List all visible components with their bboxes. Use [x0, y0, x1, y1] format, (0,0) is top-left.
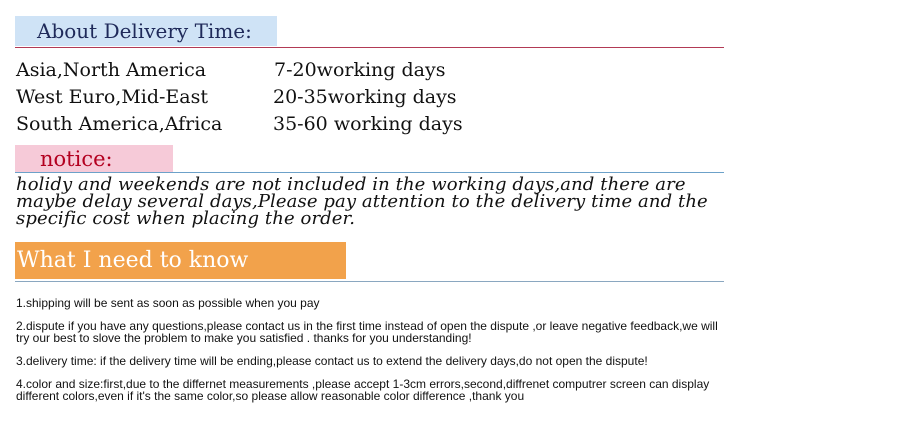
delivery-days: 7-20working days [274, 59, 446, 81]
delivery-row-europe [16, 84, 496, 110]
notice-paragraph: holidy and weekends are not included in the working days,and there are maybe delay several days,Please pay attention to the delivery time and the specific cost when placing the order. [16, 174, 708, 229]
list-item: 3.delivery time: if the delivery time will be ending,please contact us to extend the delivery days,do not open the dispute! [16, 354, 648, 368]
need-to-know-heading: What I need to know [15, 242, 346, 279]
delivery-row-south-america [16, 111, 496, 137]
delivery-region: Asia,North America [16, 59, 207, 81]
need-to-know-list [16, 297, 728, 413]
delivery-region: South America,Africa [16, 113, 223, 135]
delivery-days: 20-35working days [273, 86, 457, 108]
list-item: 2.dispute if you have any questions,please contact us in the first time instead of open the dispute ,or leave negative feedback,we will try our best to slove the problem to make you satisfied . thanks for you understanding! [16, 319, 718, 345]
delivery-time-heading: About Delivery Time: [15, 16, 277, 46]
list-item: 4.color and size:first,due to the differnet measurements ,please accept 1-3cm errors,second,diffrenet computrer screen can display different colors,even if it's the same color,so please allow reasonable color difference ,thank you [16, 377, 710, 403]
delivery-heading-divider [15, 47, 724, 48]
delivery-row-asia [16, 57, 496, 83]
need-to-know-divider [15, 281, 724, 282]
delivery-days: 35-60 working days [273, 113, 463, 135]
delivery-region: West Euro,Mid-East [16, 86, 209, 108]
notice-heading-divider [15, 172, 724, 173]
list-item: 1.shipping will be sent as soon as possible when you pay [16, 296, 320, 310]
notice-heading: notice: [15, 145, 173, 172]
